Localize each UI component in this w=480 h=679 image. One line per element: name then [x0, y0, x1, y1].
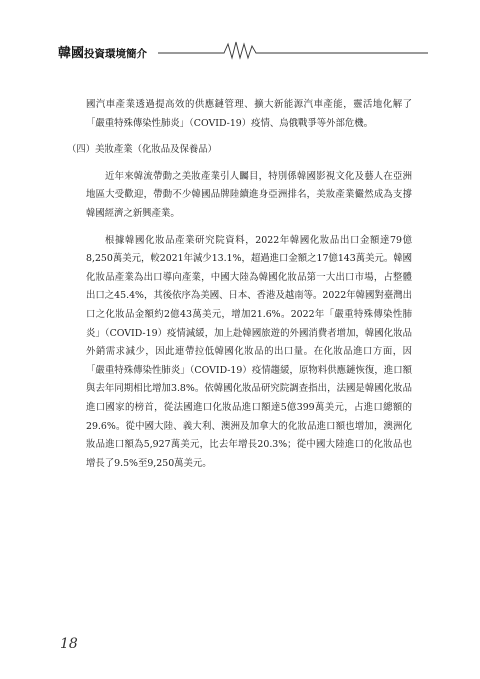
paragraph-intro: 近年來韓流帶動之美妝產業引人矚目，特別係韓國影視文化及藝人在亞洲地區大受歡迎，帶動不少韓國品牌陸續進身亞洲排名，美妝產業儼然成為支撐韓國經濟之新興產業。 [86, 170, 412, 219]
header-title-sub: 投資環境簡介 [84, 48, 148, 60]
running-header [58, 38, 428, 62]
header-title-main: 韓國 [58, 46, 85, 61]
page-number: 18 [60, 636, 78, 652]
header-wave-line [58, 38, 428, 62]
paragraph-statistics: 根據韓國化妝品產業研究院資料，2022年韓國化妝品出口金額達79億8,250萬美元，較2021年減少13.1%，超過進口金額之17億143萬美元。韓國化妝品產業為出口導向產業，中國大陸為韓國化妝品第一大出口市場，占整體出口之45.4%，其後依序為美國、日本、香港及越南等。2022年韓國對臺灣出口之化妝品金額約2億43萬美元，增加21.6%。2022年「嚴重特殊傳染性肺炎」（COVID-19）疫情減緩，加上赴韓國旅遊的外國消費者增加，韓國化妝品外銷需求減少，因此連帶拉低韓國化妝品的出口量。在化妝品進口方面，因「嚴重特殊傳染性肺炎」（COVID-19）疫情趨緩，原物料供應鏈恢復，進口額與去年同期相比增加3.8%。依韓國化妝品研究院調查指出，法國是韓國化妝品進口國家的榜首，從法國進口化妝品進口額達5億399萬美元，占進口總額的29.6%。從中國大陸、義大利、澳洲及加拿大的化妝品進口額也增加，澳洲化妝品進口額為5,927萬美元，比去年增長20.3%；從中國大陸進口的化妝品也增長了9.5%至9,250萬美元。 [86, 234, 412, 469]
section-heading: （四）美妝產業（化妝品及保養品） [67, 144, 218, 156]
paragraph-continued: 國汽車產業透過提高效的供應鏈管理、擴大新能源汽車產能，靈活地化解了「嚴重特殊傳染性肺炎」（COVID-19）疫情、烏俄戰爭等外部危機。 [86, 99, 412, 129]
body-content [67, 96, 412, 481]
